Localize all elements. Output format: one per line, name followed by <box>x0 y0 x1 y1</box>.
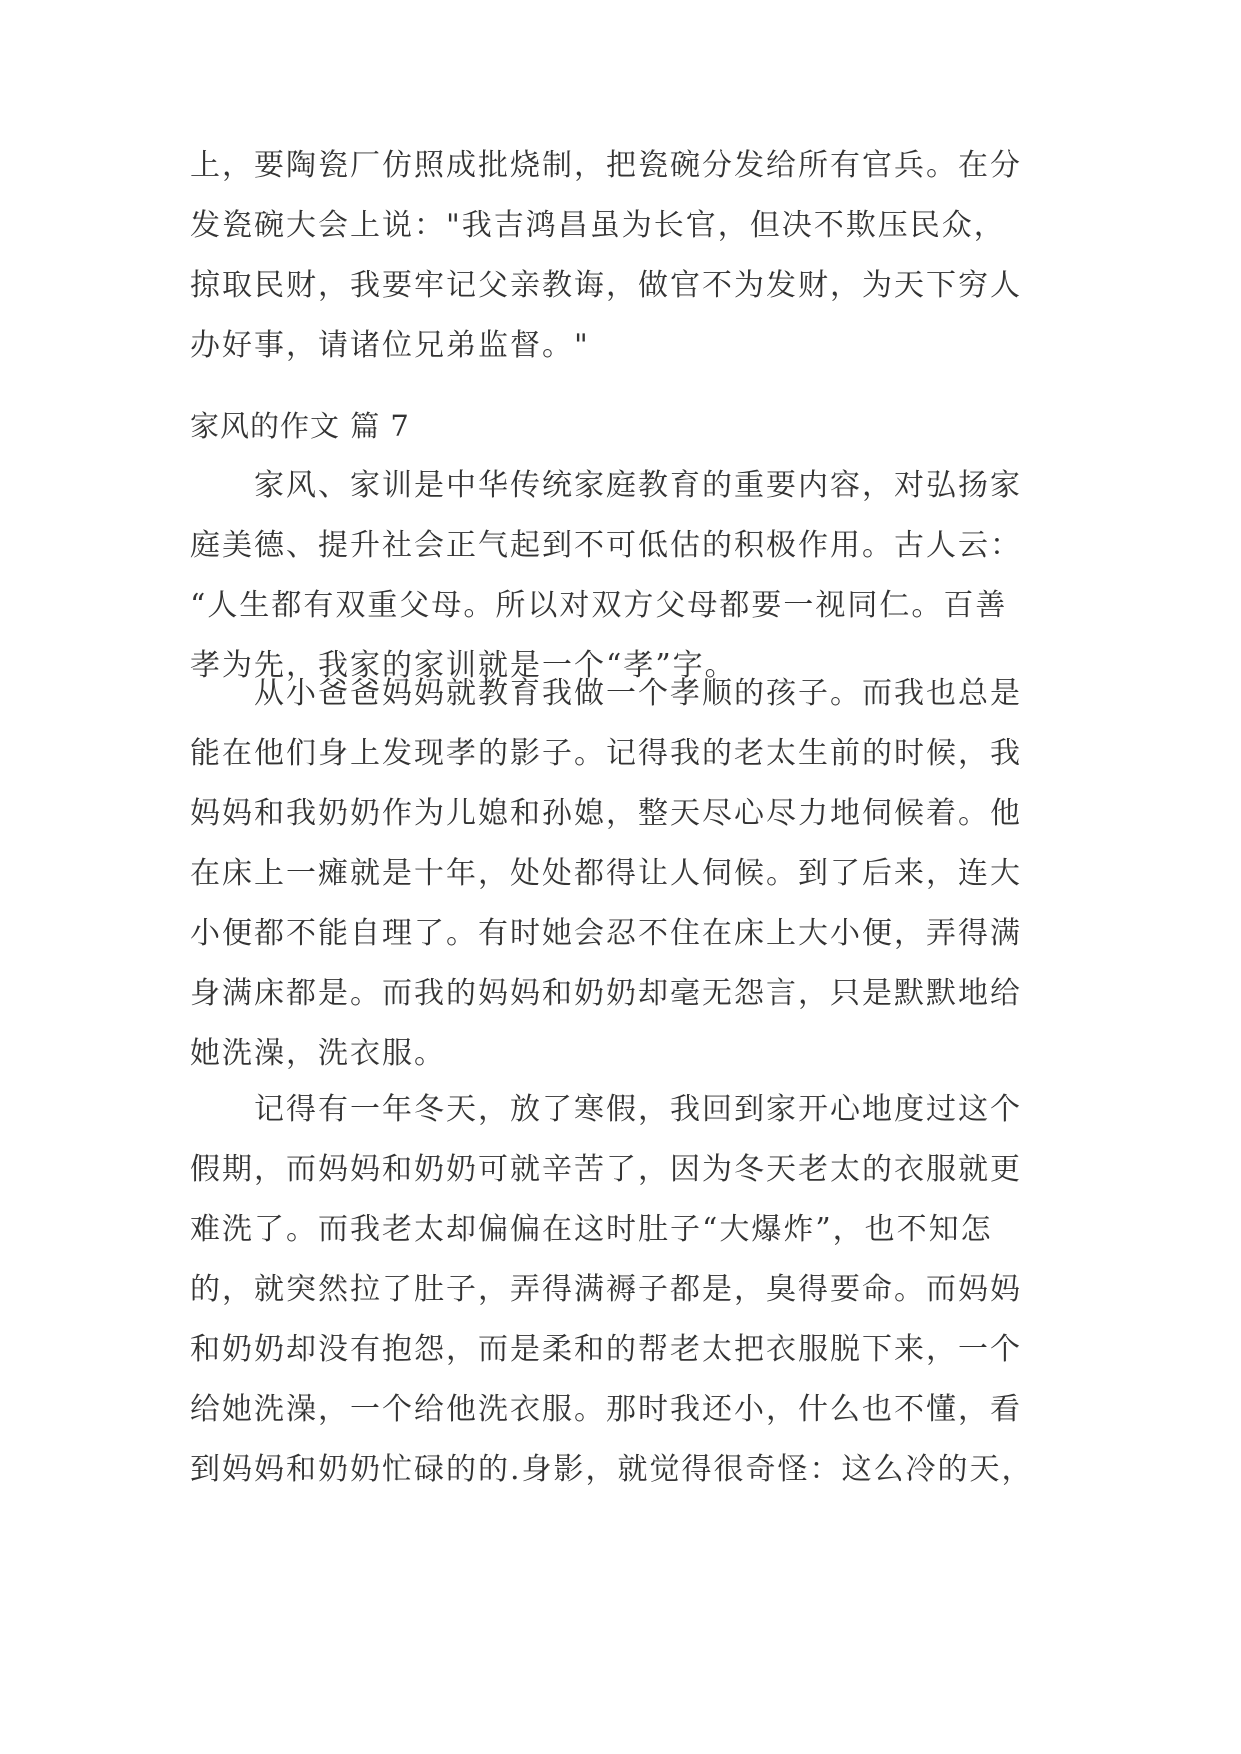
section-heading-block <box>190 396 1060 456</box>
paragraph-line: “人生都有双重父母。所以对双方父母都要一视同仁。百善 <box>190 588 1008 623</box>
paragraph-line: 的，就突然拉了肚子，弄得满褥子都是，臭得要命。而妈妈 <box>190 1272 1022 1307</box>
paragraph-line: 上，要陶瓷厂仿照成批烧制，把瓷碗分发给所有官兵。在分 <box>190 148 1022 183</box>
paragraph-line: 难洗了。而我老太却偏偏在这时肚子“大爆炸”，也不知怎 <box>190 1212 993 1247</box>
paragraph-line: 到妈妈和奶奶忙碌的的.身影，就觉得很奇怪：这么冷的天， <box>190 1452 1034 1487</box>
paragraph-line: 办好事，请诸位兄弟监督。" <box>190 328 590 363</box>
paragraph-line: 她洗澡，洗衣服。 <box>190 1036 446 1071</box>
paragraph-line: 在床上一瘫就是十年，处处都得让人伺候。到了后来，连大 <box>190 856 1022 891</box>
paragraph-line: 庭美德、提升社会正气起到不可低估的积极作用。古人云： <box>190 528 1022 563</box>
section-heading: 家风的作文 篇 7 <box>190 409 410 443</box>
paragraph-line: 孝为先，我家的家训就是一个“孝”字。 <box>190 648 737 683</box>
paragraph-line: 掠取民财，我要牢记父亲教诲，做官不为发财，为天下穷人 <box>190 268 1022 303</box>
paragraph-line: 假期，而妈妈和奶奶可就辛苦了，因为冬天老太的衣服就更 <box>190 1152 1022 1187</box>
paragraph-2 <box>190 664 1060 1084</box>
paragraph-line: 从小爸爸妈妈就教育我做一个孝顺的孩子。而我也总是 <box>254 676 1022 711</box>
paragraph-line: 小便都不能自理了。有时她会忍不住在床上大小便，弄得满 <box>190 916 1022 951</box>
paragraph-line: 能在他们身上发现孝的影子。记得我的老太生前的时候，我 <box>190 736 1022 771</box>
paragraph-1 <box>190 456 1060 696</box>
paragraph-line: 给她洗澡，一个给他洗衣服。那时我还小，什么也不懂，看 <box>190 1392 1022 1427</box>
paragraph-line: 和奶奶却没有抱怨，而是柔和的帮老太把衣服脱下来，一个 <box>190 1332 1022 1367</box>
paragraph-line: 身满床都是。而我的妈妈和奶奶却毫无怨言，只是默默地给 <box>190 976 1022 1011</box>
paragraph-3 <box>190 1080 1060 1500</box>
paragraph-line: 发瓷碗大会上说："我吉鸿昌虽为长官，但决不欺压民众， <box>190 208 1006 243</box>
paragraph-line: 记得有一年冬天，放了寒假，我回到家开心地度过这个 <box>254 1092 1022 1127</box>
continuation-paragraph <box>190 136 1060 376</box>
paragraph-line: 妈妈和我奶奶作为儿媳和孙媳，整天尽心尽力地伺候着。他 <box>190 796 1022 831</box>
paragraph-line: 家风、家训是中华传统家庭教育的重要内容，对弘扬家 <box>254 468 1022 503</box>
